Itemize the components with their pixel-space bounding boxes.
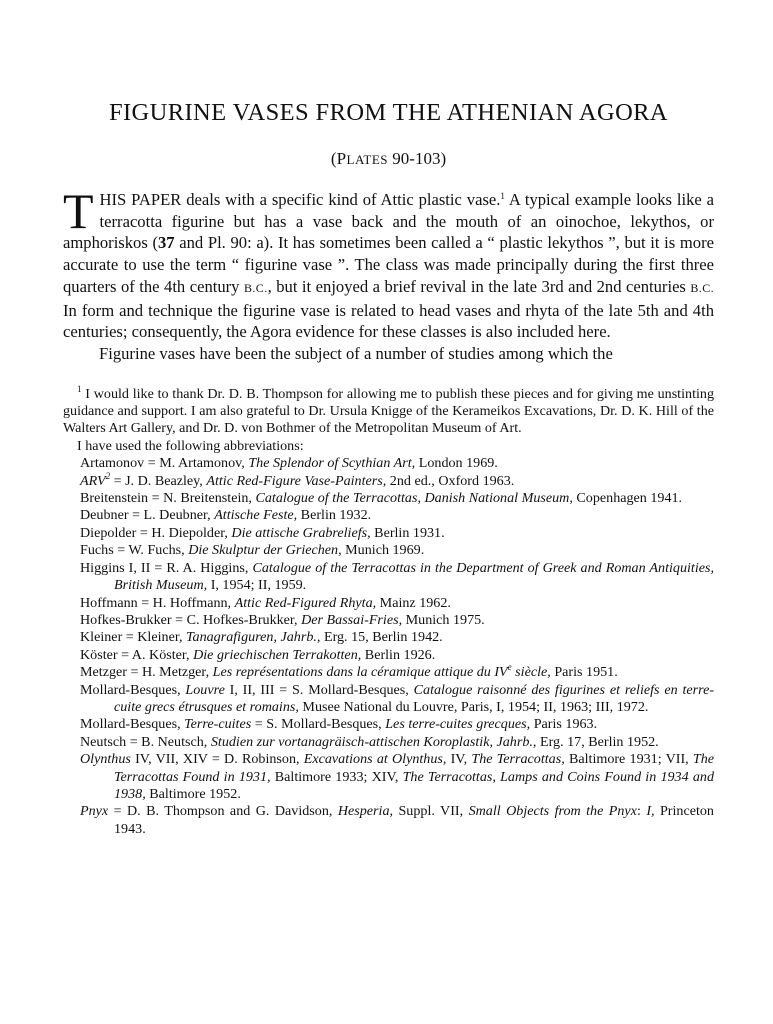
abbr-title: Attic Red-Figure Vase-Painters,	[206, 472, 387, 489]
abbr-title: Excavations at Olynthus,	[303, 751, 447, 768]
abbr-title: Catalogue of the Terracottas, Danish National Museum,	[255, 490, 573, 507]
abbr-publication: London 1969.	[415, 455, 498, 472]
abbr-key-italic: Pnyx	[80, 803, 109, 820]
abbreviation-intro: I have used the following abbreviations:	[77, 437, 304, 454]
abbr-title: The Terracottas Found in 1931,	[114, 751, 715, 785]
abbr-key: Hoffmann = H. Hoffmann,	[80, 594, 235, 611]
abbr-key: = D. B. Thompson and G. Davidson,	[108, 803, 338, 820]
abbr-publication: Princeton 1943.	[114, 803, 714, 837]
abbreviation-entry	[63, 734, 714, 751]
abbr-key: Fuchs = W. Fuchs,	[80, 542, 189, 559]
intro-text-d: , but it enjoyed a brief revival in the late 3rd and 2nd centuries	[267, 276, 691, 296]
intro-paragraph	[63, 183, 714, 343]
abbr-title: Hesperia,	[337, 803, 394, 820]
abbr-publication: Baltimore 1931; VII,	[564, 751, 693, 768]
abbreviation-entry	[63, 455, 714, 472]
abbr-publication: 2nd ed., Oxford 1963.	[386, 472, 515, 489]
abbreviation-entry	[63, 560, 714, 595]
abbreviation-entry	[63, 629, 714, 646]
abbr-key: Higgins I, II = R. A. Higgins,	[80, 559, 253, 576]
abbr-key-italic: Louvre	[185, 681, 225, 698]
abbr-title: Attische Feste,	[214, 507, 298, 524]
abbr-publication: I, 1954; II, 1959.	[207, 577, 307, 594]
abbr-publication: :	[636, 803, 647, 820]
abbreviation-entry	[63, 682, 714, 717]
abbr-title: The Splendor of Scythian Art,	[248, 455, 416, 472]
body-text	[63, 183, 714, 365]
abbr-title-sup: e	[507, 662, 512, 673]
intro-text-a: HIS PAPER deals with a specific kind of Attic plastic vase.	[99, 190, 501, 209]
abbr-publication: Suppl. VII,	[393, 803, 469, 820]
abbr-key: Mollard-Besques,	[80, 716, 185, 733]
abbreviation-entry	[63, 647, 714, 664]
drop-cap: T	[63, 183, 94, 239]
abbreviation-entry	[63, 612, 714, 629]
abbr-key: Köster = A. Köster,	[80, 646, 194, 663]
abbr-key: Artamonov = M. Artamonov,	[80, 455, 249, 472]
abbr-title: Die griechischen Terrakotten,	[193, 646, 362, 663]
abbr-key-italic: Olynthus	[80, 751, 131, 768]
abbr-author: = S. Mollard-Besques,	[251, 716, 386, 733]
abbr-publication: Berlin 1932.	[297, 507, 372, 524]
abbreviation-entry	[63, 525, 714, 542]
footnote-ref[interactable]: 1	[500, 191, 505, 201]
abbreviation-entry	[63, 803, 714, 838]
abbr-publication: Copenhagen 1941.	[572, 490, 683, 507]
abbr-key: Mollard-Besques,	[80, 681, 186, 698]
abbr-publication: Mainz 1962.	[376, 594, 451, 611]
abbr-publication: Paris 1963.	[530, 716, 598, 733]
abbr-key: Hofkes-Brukker = C. Hofkes-Brukker,	[80, 611, 302, 628]
abbr-publication: Erg. 17, Berlin 1952.	[536, 733, 659, 750]
footnote-text: I would like to thank Dr. D. B. Thompson for allowing me to publish these pieces and for giving me unstinting guidance and support. I am also grateful to Dr. Ursula Knigge of the Kerameikos Excavations, Dr. D. K. Hill of the Walters Art Gallery, and Dr. D. von Bothmer of the Metropolitan Museum of Art.	[63, 385, 714, 437]
abbr-publication: Baltimore 1952.	[145, 785, 241, 802]
abbr-key: Metzger = H. Metzger,	[80, 664, 213, 681]
bc-abbrev: B.C.	[690, 280, 714, 295]
abbreviation-entry	[63, 664, 714, 681]
intro-text-b: A typical example looks like a terracotta figurine but has a vase back and the mouth of an oinochoe, lekythos, or amphoriskos (	[63, 190, 714, 253]
plates-numbers: 90-103)	[388, 149, 447, 168]
abbr-key: Diepolder = H. Diepolder,	[80, 524, 232, 541]
abbreviation-entry	[63, 751, 714, 803]
abbreviation-entry	[63, 490, 714, 507]
plates-open-paren: (	[330, 149, 337, 168]
abbr-title: Die Skulptur der Griechen,	[188, 542, 342, 559]
abbr-key: Kleiner = Kleiner,	[80, 629, 186, 646]
abbr-title: The Terracottas, Lamps and Coins Found in 1934 and 1938,	[114, 768, 714, 802]
abbr-publication: Berlin 1926.	[361, 646, 436, 663]
abbreviation-entry	[63, 470, 714, 490]
catalogue-number: 37	[157, 233, 175, 253]
footnote-1	[63, 383, 714, 438]
abbr-key-sup: 2	[105, 470, 111, 481]
abbr-title: Catalogue of the Terracottas in the Department of Greek and Roman Antiquities, British Museum,	[114, 559, 715, 594]
abbr-title: Der Bassai-Fries,	[301, 611, 403, 628]
abbr-publication: Erg. 15, Berlin 1942.	[320, 629, 443, 646]
abbr-publication: Baltimore 1933; XIV,	[270, 768, 403, 785]
abbr-title: siècle,	[511, 664, 551, 681]
abbr-key: = J. D. Beazley,	[110, 472, 207, 489]
abbr-publication: Musee National du Louvre, Paris, I, 1954; II, 1963; III, 1972.	[298, 698, 649, 715]
abbr-author: I, II, III = S. Mollard-Besques,	[224, 681, 414, 698]
second-paragraph: Figurine vases have been the subject of a number of studies among which the	[99, 343, 613, 363]
abbr-key-italic: ARV	[80, 472, 106, 489]
abbreviation-list	[63, 438, 714, 838]
abbr-publication: Berlin 1931.	[370, 524, 445, 541]
abbr-title: I,	[646, 803, 655, 820]
abbr-key: Deubner = L. Deubner,	[80, 507, 215, 524]
abbr-publication: Paris 1951.	[550, 664, 618, 681]
intro-text-e: In form and technique the figurine vase is related to head vases and rhyta of the late 5th and 4th centuries; consequently, the Agora evidence for these classes is also included here.	[63, 300, 714, 342]
abbr-title: Small Objects from the Pnyx	[468, 803, 637, 820]
abbreviation-entry	[63, 595, 714, 612]
abbr-key: IV, VII, XIV = D. Robinson,	[130, 751, 304, 768]
footnote-number: 1	[77, 383, 82, 394]
abbr-publication: IV,	[446, 751, 472, 768]
abbreviation-entry	[63, 507, 714, 524]
plates-word: PLATES	[336, 149, 389, 168]
abbreviation-entry	[63, 716, 714, 733]
intro-text-c: and Pl. 90: a). It has sometimes been called a “ plastic lekythos ”, but it is more accurate to use the term “ figurine vase ”. The class was made principally during the first three quarters of the 4th century	[63, 233, 714, 296]
bc-abbrev: B.C.	[243, 280, 268, 295]
abbr-title: The Terracottas,	[471, 751, 565, 768]
abbr-key: Neutsch = B. Neutsch,	[80, 733, 211, 750]
abbr-title: Les terre-cuites grecques,	[385, 716, 531, 733]
abbr-publication: Munich 1969.	[341, 542, 425, 559]
abbr-title: Catalogue raisonné des figurines et reliefs en terre-cuite grecs étrusques et romains,	[114, 681, 715, 715]
abbr-title: Die attische Grabreliefs,	[231, 524, 371, 541]
abbreviation-entry	[63, 542, 714, 559]
abbr-key-italic: Terre-cuites	[184, 716, 252, 733]
abbr-title: Les représentations dans la céramique attique du IV	[212, 664, 508, 681]
abbr-key: Breitenstein = N. Breitenstein,	[80, 490, 256, 507]
plates-reference	[63, 149, 714, 169]
article-title: FIGURINE VASES FROM THE ATHENIAN AGORA	[108, 99, 669, 126]
abbr-publication: Munich 1975.	[402, 611, 485, 628]
footnotes	[63, 383, 715, 839]
abbr-title: Studien zur vortanagräisch-attischen Koroplastik, Jahrb.,	[210, 733, 537, 750]
abbr-title: Tanagrafiguren, Jahrb.,	[186, 629, 321, 646]
abbr-title: Attic Red-Figured Rhyta,	[234, 594, 377, 611]
